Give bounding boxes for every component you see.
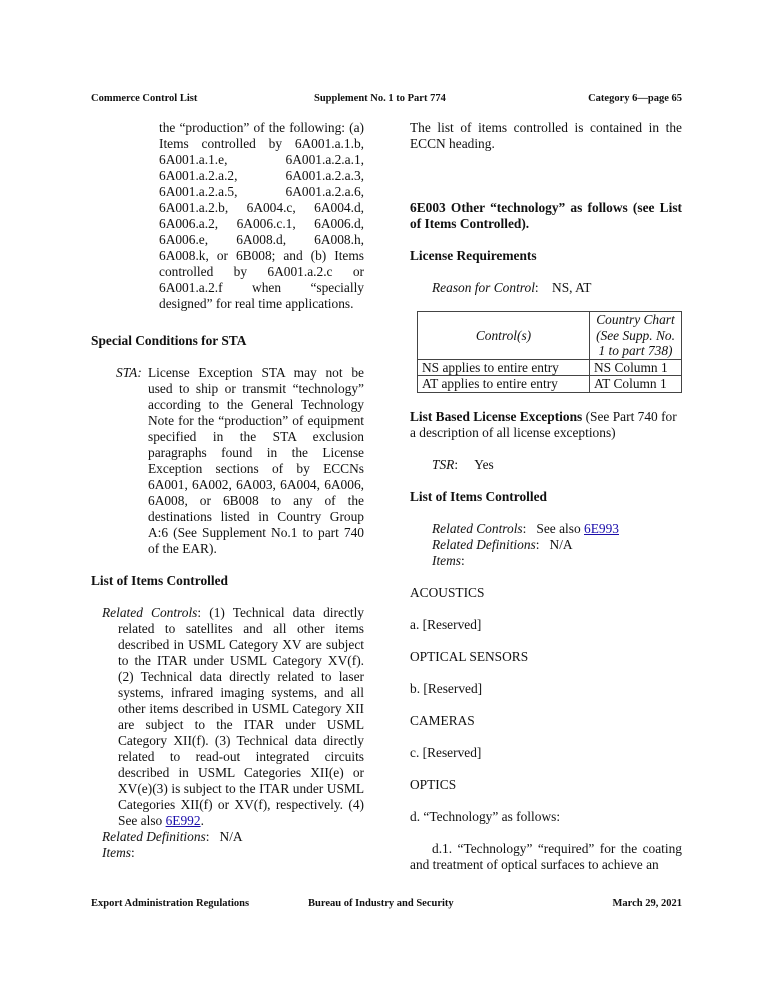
item-a: a. [Reserved]	[410, 616, 482, 632]
related-controls-text: : (1) Technical data directly related to satellites and all other items described in USML Category XV are subject to the ITAR under USML Category XV(f). (2) Technical data directly related to laser systems, infrared imaging systems, and all other items described in USML Category XII are subject to the ITAR under USML Category XII(f). (3) Technical data directly related to read-out integrated circuits described in USML Categories XII(e) or XV(e)(3) is subject to the ITAR under USML Categories XII(f) or XV(f), respectively. (4) See also	[118, 605, 364, 828]
related-controls-paragraph	[91, 605, 364, 829]
footer-center: Bureau of Industry and Security	[308, 898, 454, 909]
related-controls-label: Related Controls	[102, 605, 198, 620]
eccn-title: 6E003 Other “technology” as follows (see List of Items Controlled).	[410, 200, 682, 231]
continuation-paragraph: the “production” of the following: (a) Items controlled by 6A001.a.1.b, 6A001.a.1.e, 6A001.a.2.a.1, 6A001.a.2.a.2, 6A001.a.2.a.3, 6A001.a.2.a.5, 6A001.a.2.a.6, 6A001.a.2.b, 6A004.c, 6A004.d, 6A006.a.2, 6A006.c.1, 6A006.d, 6A006.e, 6A008.d, 6A008.h, 6A008.k, or 6B008; and (b) Items controlled by 6A001.a.2.c or 6A001.a.2.f when “specially designed” for real time applications.	[159, 120, 364, 311]
link-6e992[interactable]: 6E992	[165, 813, 201, 828]
sta-text: License Exception STA may not be used to ship or transmit “technology” according to the General Technology Note for the “production” of equipment specified in the STA exclusion paragraphs found in the License Exception sections of by ECCNs 6A001, 6A002, 6A003, 6A004, 6A006, 6A008, or 6B008 to any of the destinations listed in Country Group A:6 (See Supplement No.1 to part 740 of the EAR).	[148, 365, 364, 556]
header-left: Commerce Control List	[91, 93, 198, 104]
header-right: Category 6—page 65	[588, 93, 682, 104]
items-label: Items	[102, 845, 132, 860]
link-6e993[interactable]: 6E993	[584, 520, 619, 536]
related-definitions-value: : N/A	[205, 829, 243, 844]
item-d1: d.1. “Technology” “required” for the coating and treatment of optical surfaces to achieve an	[410, 840, 682, 872]
tsr-value: : Yes	[454, 456, 494, 472]
items-label-right	[410, 553, 682, 569]
related-controls-end: .	[200, 813, 204, 828]
table-cell: AT Column 1	[590, 376, 682, 393]
items-label-left	[91, 845, 364, 861]
list-items-heading-right: List of Items Controlled	[410, 488, 547, 504]
related-definitions-label: Related Definitions	[432, 536, 536, 552]
table-cell: NS applies to entire entry	[418, 359, 590, 376]
related-definitions-value: : N/A	[535, 536, 573, 552]
section-heading-cameras: CAMERAS	[410, 712, 475, 728]
section-heading-optics: OPTICS	[410, 776, 457, 792]
items-label: Items	[432, 552, 462, 568]
special-conditions-heading: Special Conditions for STA	[91, 333, 247, 348]
intro-paragraph: The list of items controlled is contained in the ECCN heading.	[410, 120, 682, 151]
reason-value: : NS, AT	[534, 280, 592, 295]
right-column	[410, 120, 682, 873]
lble-text: (See Part 740 for a description of all license exceptions)	[410, 408, 677, 440]
sta-label: STA:	[116, 365, 142, 380]
license-requirements-heading: License Requirements	[410, 248, 537, 263]
table-row	[418, 359, 682, 376]
left-column	[91, 120, 364, 861]
item-b: b. [Reserved]	[410, 680, 483, 696]
table-header-row	[418, 312, 682, 360]
related-controls-label: Related Controls	[432, 520, 523, 536]
tsr-line	[410, 457, 682, 473]
tsr-label: TSR	[432, 456, 455, 472]
header-center: Supplement No. 1 to Part 774	[314, 93, 446, 104]
related-definitions-label: Related Definitions	[102, 829, 206, 844]
lble-paragraph	[410, 409, 682, 441]
section-heading-acoustics: ACOUSTICS	[410, 584, 485, 600]
control-table	[417, 311, 682, 393]
related-definitions-left	[91, 829, 364, 845]
sta-paragraph	[91, 365, 364, 557]
footer-left: Export Administration Regulations	[91, 898, 250, 909]
reason-for-control	[410, 280, 682, 296]
table-header-controls: Control(s)	[418, 312, 590, 360]
footer-right: March 29, 2021	[612, 898, 682, 909]
item-d: d. “Technology” as follows:	[410, 808, 561, 824]
table-header-country-chart: Country Chart (See Supp. No. 1 to part 738)	[590, 312, 682, 360]
table-cell: NS Column 1	[590, 359, 682, 376]
related-controls-right	[410, 521, 682, 537]
item-c: c. [Reserved]	[410, 744, 482, 760]
table-row	[418, 376, 682, 393]
table-cell: AT applies to entire entry	[418, 376, 590, 393]
related-controls-text: : See also	[522, 520, 585, 536]
items-colon: :	[131, 845, 135, 860]
section-heading-optical-sensors: OPTICAL SENSORS	[410, 648, 529, 664]
reason-label: Reason for Control	[432, 280, 535, 295]
related-definitions-right	[410, 537, 682, 553]
list-items-heading-left: List of Items Controlled	[91, 573, 228, 588]
lble-heading: List Based License Exceptions	[410, 408, 583, 424]
items-colon: :	[461, 552, 465, 568]
